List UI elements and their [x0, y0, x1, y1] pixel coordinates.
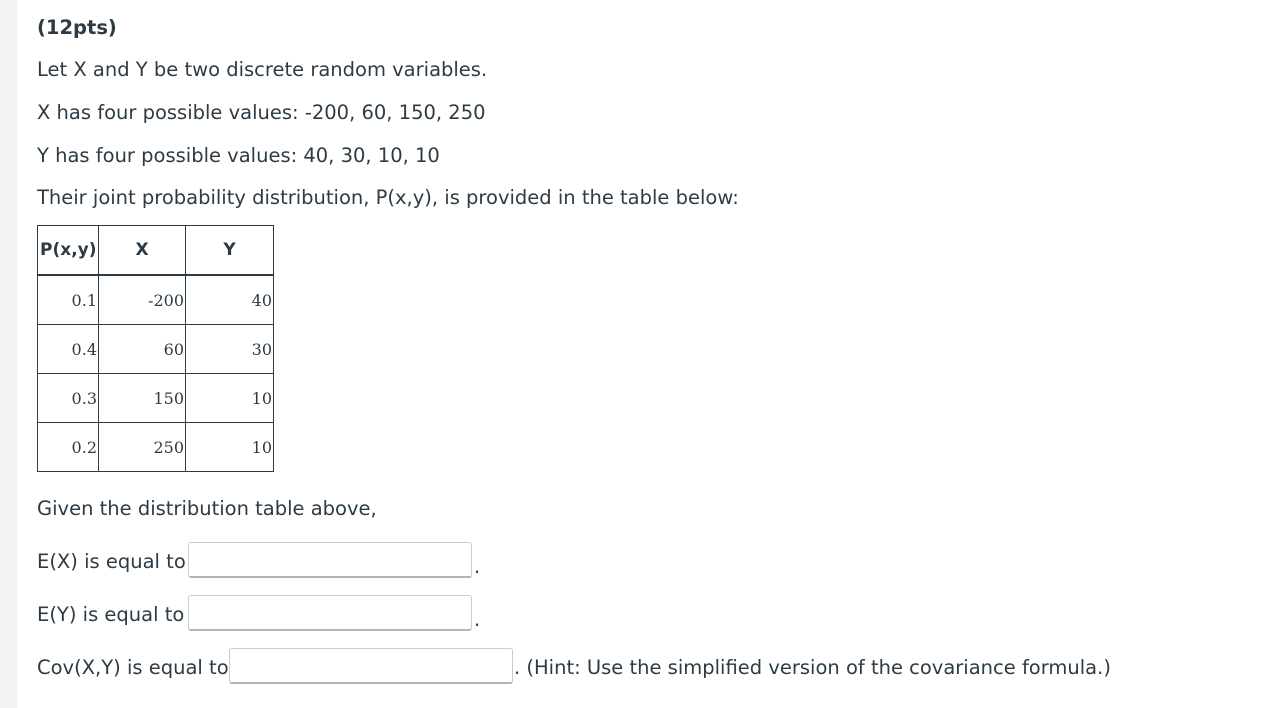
cov-answer-input[interactable] [229, 648, 513, 684]
table-row [38, 374, 274, 423]
ex-answer-input[interactable] [188, 542, 472, 578]
question-line-4: Their joint probability distribution, P(x,y), is provided in the table below: [37, 186, 739, 209]
ex-suffix: . [474, 555, 481, 578]
points-label: (12pts) [37, 16, 117, 39]
ey-label: E(Y) is equal to [37, 603, 185, 626]
cell-y: 30 [186, 325, 274, 374]
header-x: X [99, 226, 186, 276]
distribution-table [37, 225, 274, 472]
cell-probability: 0.3 [38, 374, 99, 423]
question-line-3: Y has four possible values: 40, 30, 10, 10 [37, 144, 440, 167]
cell-y: 10 [186, 423, 274, 472]
given-text: Given the distribution table above, [37, 497, 377, 520]
cov-label: Cov(X,Y) is equal to [37, 656, 229, 679]
question-line-1: Let X and Y be two discrete random variables. [37, 58, 488, 81]
cell-probability: 0.2 [38, 423, 99, 472]
table-header-row [38, 226, 274, 276]
question-line-2: X has four possible values: -200, 60, 150, 250 [37, 101, 486, 124]
cov-suffix-hint: . (Hint: Use the simplified version of the covariance formula.) [514, 656, 1111, 679]
cell-x: -200 [99, 275, 186, 325]
cell-x: 250 [99, 423, 186, 472]
header-y: Y [186, 226, 274, 276]
cell-probability: 0.4 [38, 325, 99, 374]
cell-x: 60 [99, 325, 186, 374]
ey-suffix: . [474, 608, 481, 631]
table-row [38, 423, 274, 472]
left-gutter [0, 0, 17, 708]
cell-probability: 0.1 [38, 275, 99, 325]
cell-y: 10 [186, 374, 274, 423]
table-row [38, 275, 274, 325]
header-pxy: P(x,y) [38, 226, 99, 276]
ey-answer-input[interactable] [188, 595, 472, 631]
table-row [38, 325, 274, 374]
ex-label: E(X) is equal to [37, 550, 186, 573]
cell-y: 40 [186, 275, 274, 325]
cell-x: 150 [99, 374, 186, 423]
